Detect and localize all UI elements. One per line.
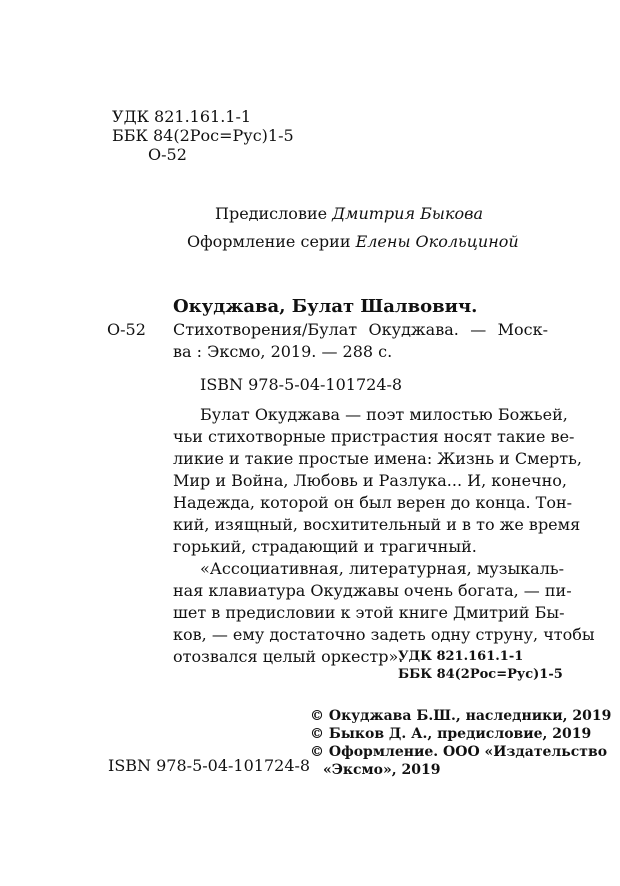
annotation-line: Булат Окуджава — поэт милостью Божьей,: [200, 405, 568, 424]
footer-bbk-code: ББК 84(2Рос=Рус)1-5: [398, 667, 563, 682]
copyright-line: «Эксмо», 2019: [323, 762, 441, 778]
design-credit-prefix: Оформление серии: [187, 232, 356, 251]
annotation-line: чьи стихотворные пристрастия носят такие ве-: [173, 427, 575, 446]
preface-credit-prefix: Предисловие: [215, 204, 333, 223]
annotation-line: ликие и такие простые имена: Жизнь и Смерть,: [173, 449, 582, 468]
annotation-line: шет в предисловии к этой книге Дмитрий Бы-: [173, 603, 565, 622]
bbk-code: ББК 84(2Рос=Рус)1-5: [112, 126, 294, 145]
bib-isbn: ISBN 978-5-04-101724-8: [200, 375, 403, 394]
annotation-line: Надежда, которой он был верен до конца. Тон-: [173, 493, 573, 512]
annotation-line: Мир и Война, Любовь и Разлука... И, конечно,: [173, 471, 567, 490]
bib-title-line-1: Стихотворения/Булат Окуджава. — Моск-: [173, 320, 548, 339]
annotation-line: ная клавиатура Окуджавы очень богата, — пи-: [173, 581, 572, 600]
annotation-line: отозвался целый оркестр».: [173, 647, 404, 666]
author-heading: Окуджава, Булат Шалвович.: [173, 296, 478, 317]
annotation-line: «Ассоциативная, литературная, музыкаль-: [200, 559, 564, 578]
preface-credit-name: Дмитрия Быкова: [332, 204, 483, 223]
preface-credit: [215, 204, 483, 223]
copyright-line: © Окуджава Б.Ш., наследники, 2019: [310, 708, 612, 724]
design-credit-name: Елены Окольциной: [355, 232, 519, 251]
bib-title-line-2: ва : Эксмо, 2019. — 288 с.: [173, 342, 393, 361]
annotation-line: ков, — ему достаточно задеть одну струну, чтобы: [173, 625, 595, 644]
copyright-line: © Быков Д. А., предисловие, 2019: [310, 726, 592, 742]
annotation-line: горький, страдающий и трагичный.: [173, 537, 477, 556]
footer-isbn: ISBN 978-5-04-101724-8: [108, 756, 311, 775]
annotation-line: кий, изящный, восхитительный и в то же время: [173, 515, 581, 534]
copyright-line: © Оформление. ООО «Издательство: [310, 744, 608, 760]
footer-udk-code: УДК 821.161.1-1: [398, 649, 524, 664]
bib-author-mark: О-52: [107, 320, 146, 339]
design-credit: [187, 232, 519, 251]
udk-code: УДК 821.161.1-1: [112, 107, 252, 126]
author-mark-code: О-52: [148, 145, 187, 164]
